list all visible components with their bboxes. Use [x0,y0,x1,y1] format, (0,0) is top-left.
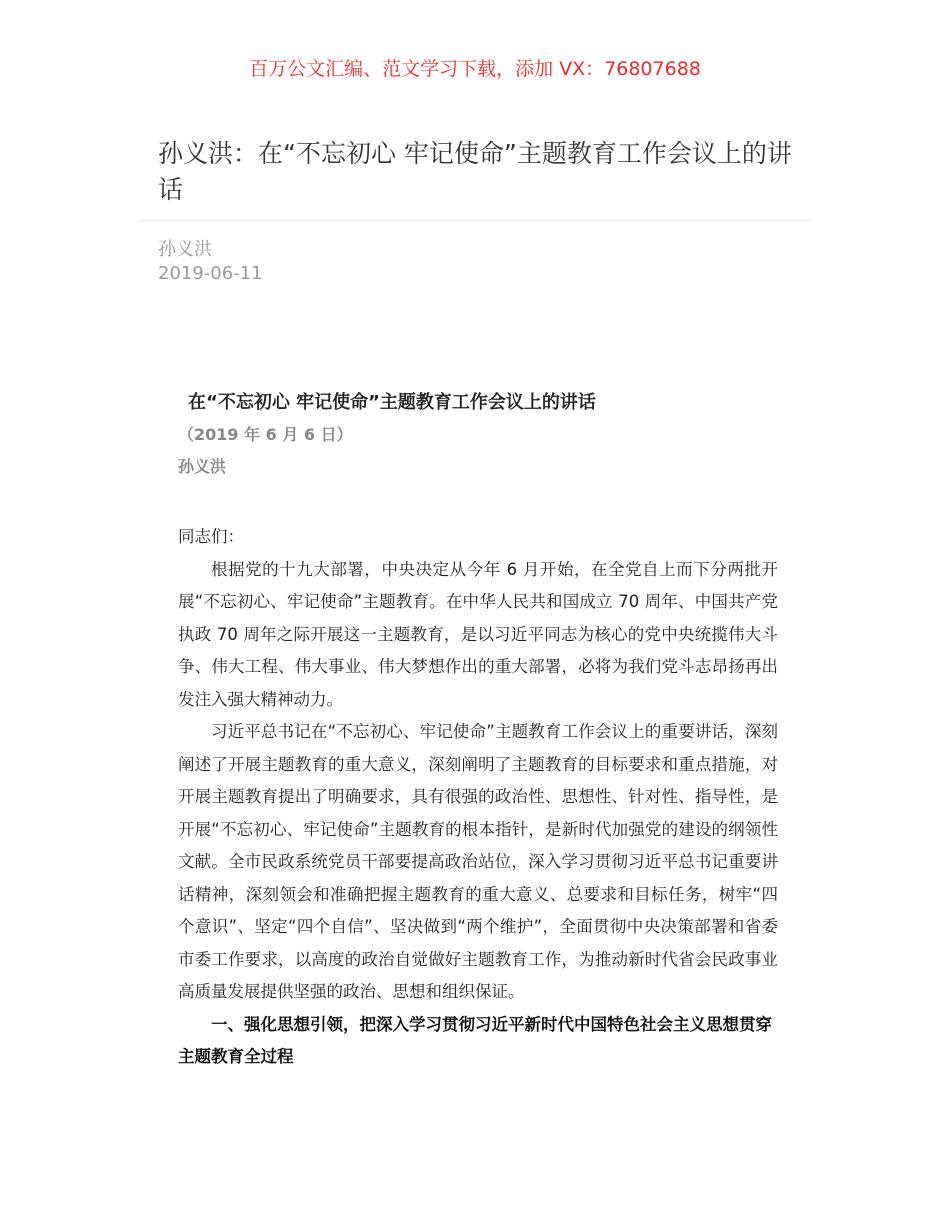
speech-date: （2019 年 6 月 6 日） [178,425,353,444]
article-date: 2019-06-11 [158,263,263,284]
section-heading: 一、强化思想引领，把深入学习贯彻习近平新时代中国特色社会主义思想贯穿主题教育全过程 [178,1014,772,1066]
body-paragraph: 习近平总书记在“不忘初心、牢记使命”主题教育工作会议上的重要讲话，深刻阐述了开展主题教育的重大意义，深刻阐明了主题教育的目标要求和重点措施，对开展主题教育提出了明确要求，具有很强的政治性、思想性、针对性、指导性，是开展“不忘初心、牢记使命”主题教育的根本指针，是新时代加强党的建设的纲领性文献。全市民政系统党员干部要提高政治站位，深入学习贯彻习近平总书记重要讲话精神，深刻领会和准确把握主题教育的重大意义、总要求和目标任务，树牢“四个意识”、坚定“四个自信”、坚决做到“两个维护”，全面贯彻中央决策部署和省委市委工作要求，以高度的政治自觉做好主题教育工作，为推动新时代省会民政事业高质量发展提供坚强的政治、思想和组织保证。 [178,722,778,1001]
speech-title: 在“不忘初心 牢记使命”主题教育工作会议上的讲话 [188,392,596,413]
speech-author: 孙义洪 [178,457,227,476]
article-title: 孙义洪：在“不忘初心 牢记使命”主题教育工作会议上的讲话 [158,139,792,204]
title-divider [140,220,810,221]
article-author: 孙义洪 [158,239,212,260]
article-meta [158,238,263,286]
promo-banner: 百万公文汇编、范文学习下载，添加 VX：76807688 [249,58,701,80]
article-body [178,387,778,1074]
salutation: 同志们： [178,527,244,546]
body-paragraph: 根据党的十九大部署，中央决定从今年 6 月开始，在全党自上而下分两批开展“不忘初心、牢记使命”主题教育。在中华人民共和国成立 70 周年、中国共产党执政 70 周年之际开展这一主题教育，是以习近平同志为核心的党中央统揽伟大斗争、伟大工程、伟大事业、伟大梦想作出的重大部署，必将为我们党斗志昂扬再出发注入强大精神动力。 [178,559,778,709]
